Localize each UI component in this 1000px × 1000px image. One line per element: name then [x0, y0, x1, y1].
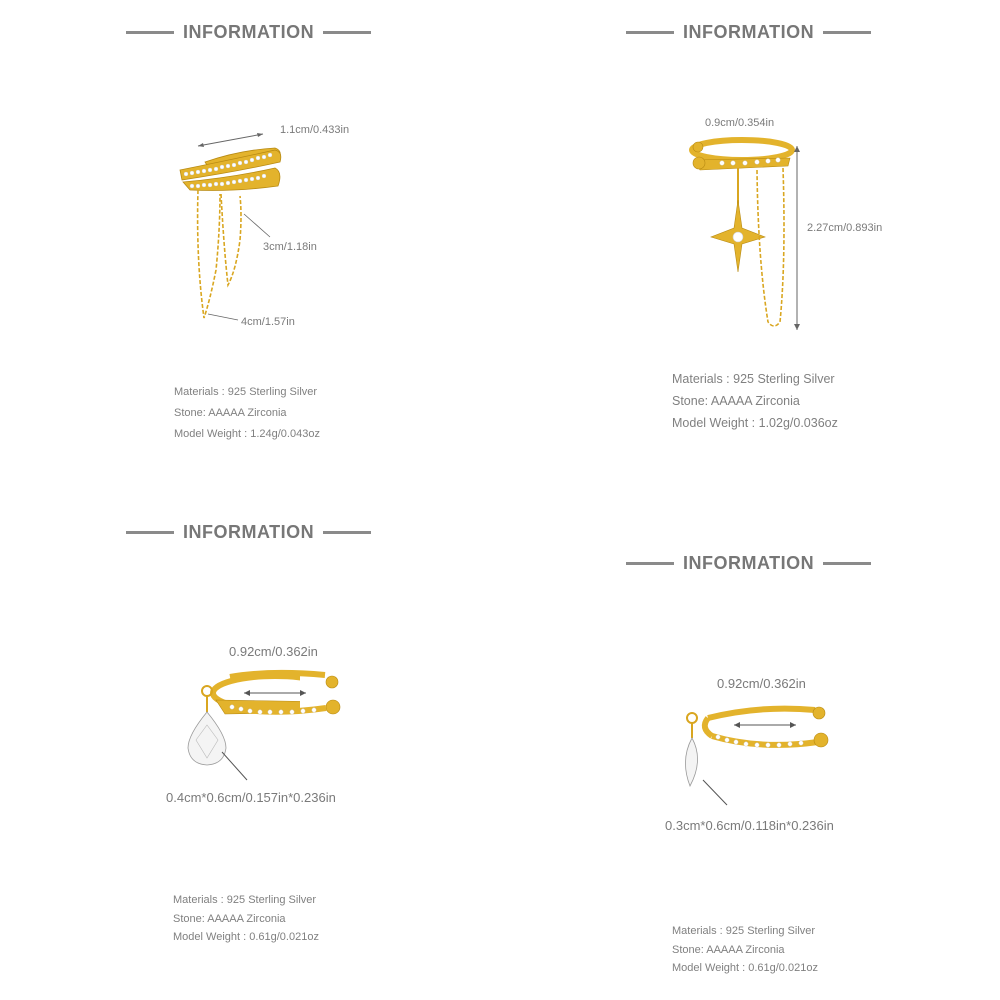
stone-spec: Stone: AAAAA Zirconia [174, 407, 287, 419]
length-dimension: 2.27cm/0.893in [807, 222, 883, 234]
weight-spec: Model Weight : 1.24g/0.043oz [174, 428, 320, 440]
width-dimension: 1.1cm/0.433in [280, 124, 350, 136]
stone-spec: Stone: AAAAA Zirconia [173, 912, 286, 925]
width-dimension: 0.9cm/0.354in [705, 117, 775, 129]
materials-spec: Materials : 925 Sterling Silver [174, 386, 318, 398]
stone-size-dimension: 0.3cm*0.6cm/0.118in*0.236in [665, 818, 834, 833]
stone-spec: Stone: AAAAA Zirconia [672, 394, 800, 408]
weight-spec: Model Weight : 0.61g/0.021oz [672, 962, 818, 974]
materials-spec: Materials : 925 Sterling Silver [672, 925, 816, 937]
materials-spec: Materials : 925 Sterling Silver [672, 372, 835, 386]
section-title: INFORMATION [683, 22, 815, 42]
section-title: INFORMATION [183, 522, 315, 542]
short-chain-dimension: 3cm/1.18in [263, 241, 317, 253]
long-chain-dimension: 4cm/1.57in [241, 316, 295, 328]
materials-spec: Materials : 925 Sterling Silver [173, 894, 317, 906]
weight-spec: Model Weight : 1.02g/0.036oz [672, 416, 838, 430]
width-dimension: 0.92cm/0.362in [717, 676, 806, 691]
stone-size-dimension: 0.4cm*0.6cm/0.157in*0.236in [166, 790, 336, 805]
weight-spec: Model Weight : 0.61g/0.021oz [173, 931, 319, 943]
width-dimension: 0.92cm/0.362in [229, 644, 318, 659]
section-title: INFORMATION [183, 22, 315, 42]
section-title: INFORMATION [683, 553, 815, 573]
stone-spec: Stone: AAAAA Zirconia [672, 943, 785, 956]
panel-4-specs [672, 922, 818, 978]
